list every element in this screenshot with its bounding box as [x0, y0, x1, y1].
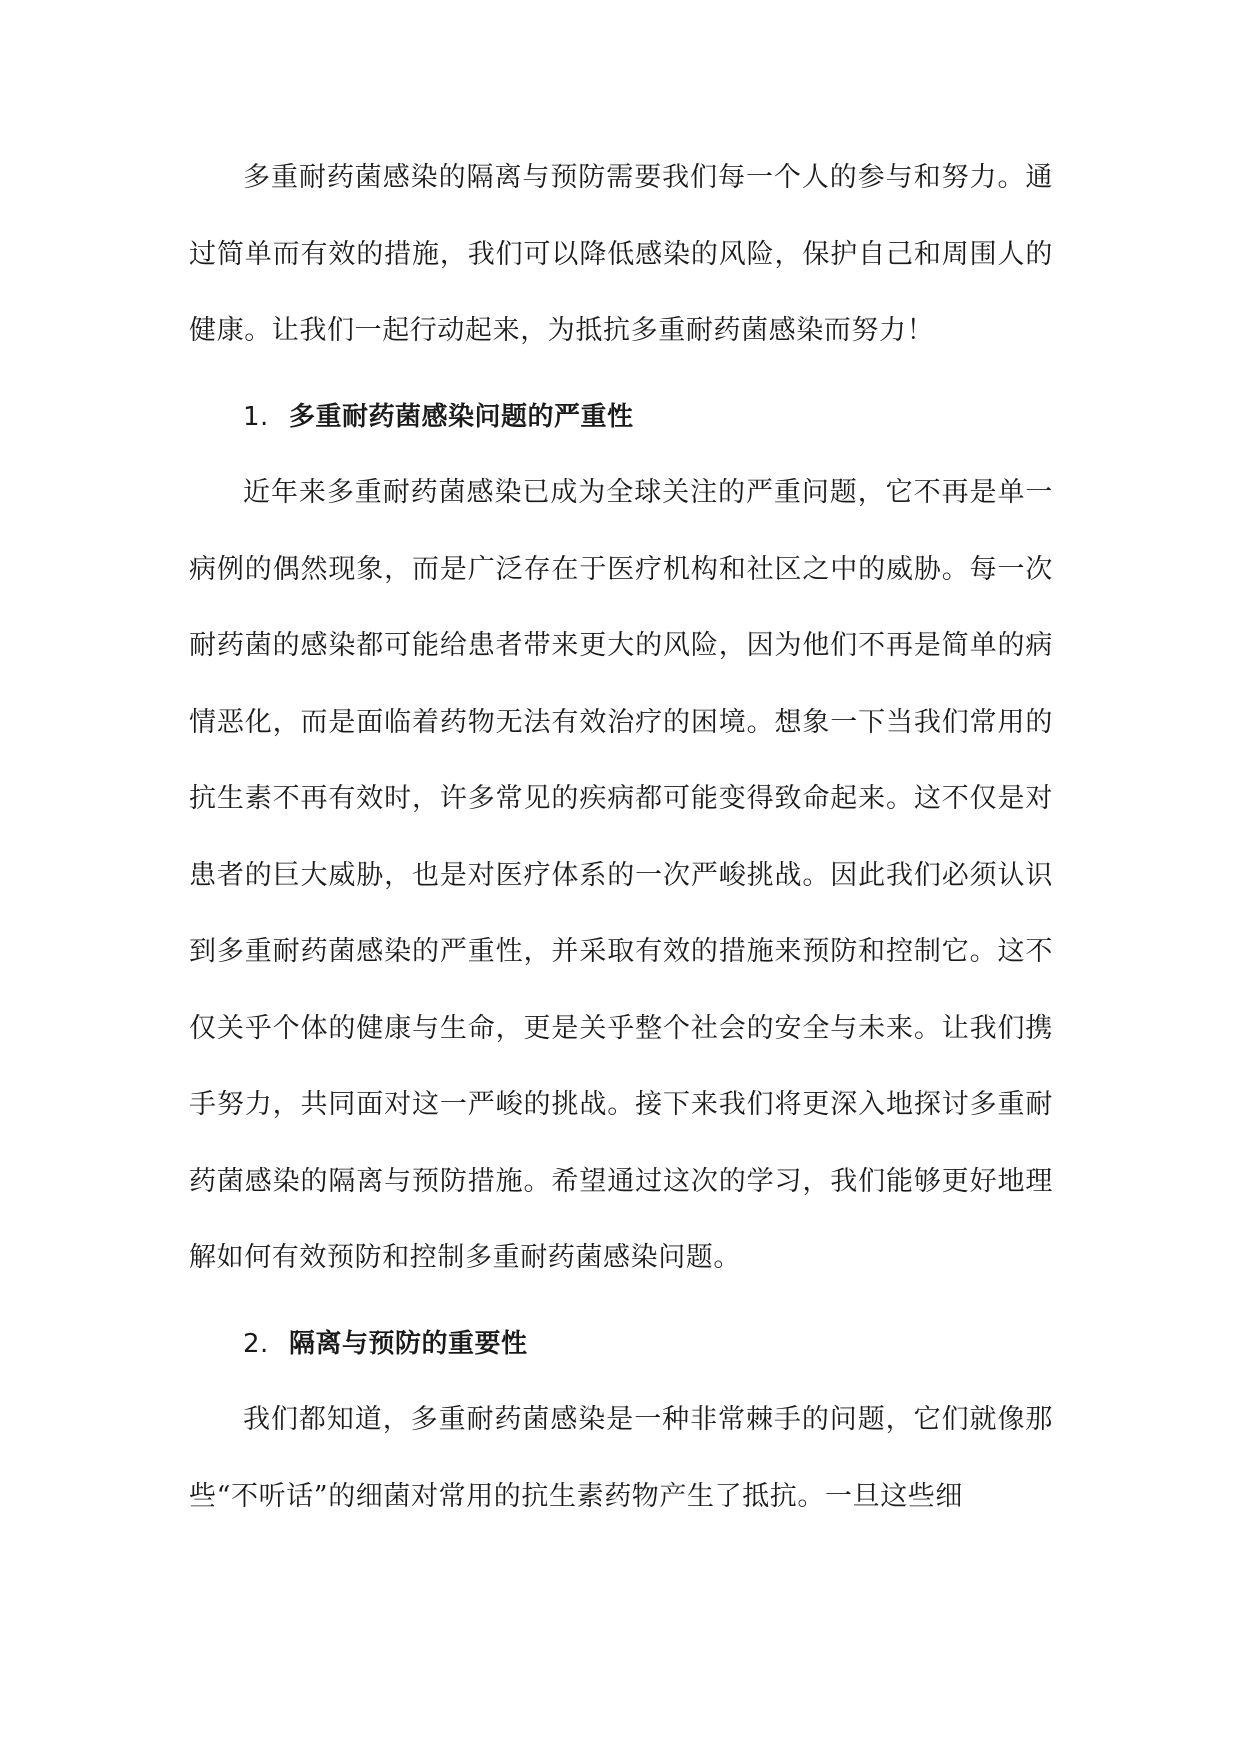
section-spacer	[189, 1297, 1053, 1306]
section-title-1: 多重耐药菌感染问题的严重性	[289, 401, 634, 432]
section-title-2: 隔离与预防的重要性	[289, 1328, 528, 1359]
section-number-1: 1.	[243, 401, 269, 432]
document-body	[189, 140, 1053, 1535]
section-heading-1	[189, 379, 1053, 456]
section-heading-2	[189, 1306, 1053, 1383]
intro-paragraph: 多重耐药菌感染的隔离与预防需要我们每一个人的参与和努力。通过简单而有效的措施，我们可以降低感染的风险，保护自己和周围人的健康。让我们一起行动起来，为抵抗多重耐药菌感染而努力！	[189, 162, 1053, 346]
section-number-2: 2.	[243, 1328, 269, 1359]
section-paragraph-2: 我们都知道，多重耐药菌感染是一种非常棘手的问题，它们就像那些“不听话”的细菌对常用的抗生素药物产生了抵抗。一旦这些细	[189, 1404, 1053, 1512]
section-paragraph-1: 近年来多重耐药菌感染已成为全球关注的严重问题，它不再是单一病例的偶然现象，而是广泛存在于医疗机构和社区之中的威胁。每一次耐药菌的感染都可能给患者带来更大的风险，因为他们不再是简单的病情恶化，而是面临着药物无法有效治疗的困境。想象一下当我们常用的抗生素不再有效时，许多常见的疾病都可能变得致命起来。这不仅是对患者的巨大威胁，也是对医疗体系的一次严峻挑战。因此我们必须认识到多重耐药菌感染的严重性，并采取有效的措施来预防和控制它。这不仅关乎个体的健康与生命，更是关乎整个社会的安全与未来。让我们携手努力，共同面对这一严峻的挑战。接下来我们将更深入地探讨多重耐药菌感染的隔离与预防措施。希望通过这次的学习，我们能够更好地理解如何有效预防和控制多重耐药菌感染问题。	[189, 477, 1053, 1273]
section-spacer	[189, 370, 1053, 379]
